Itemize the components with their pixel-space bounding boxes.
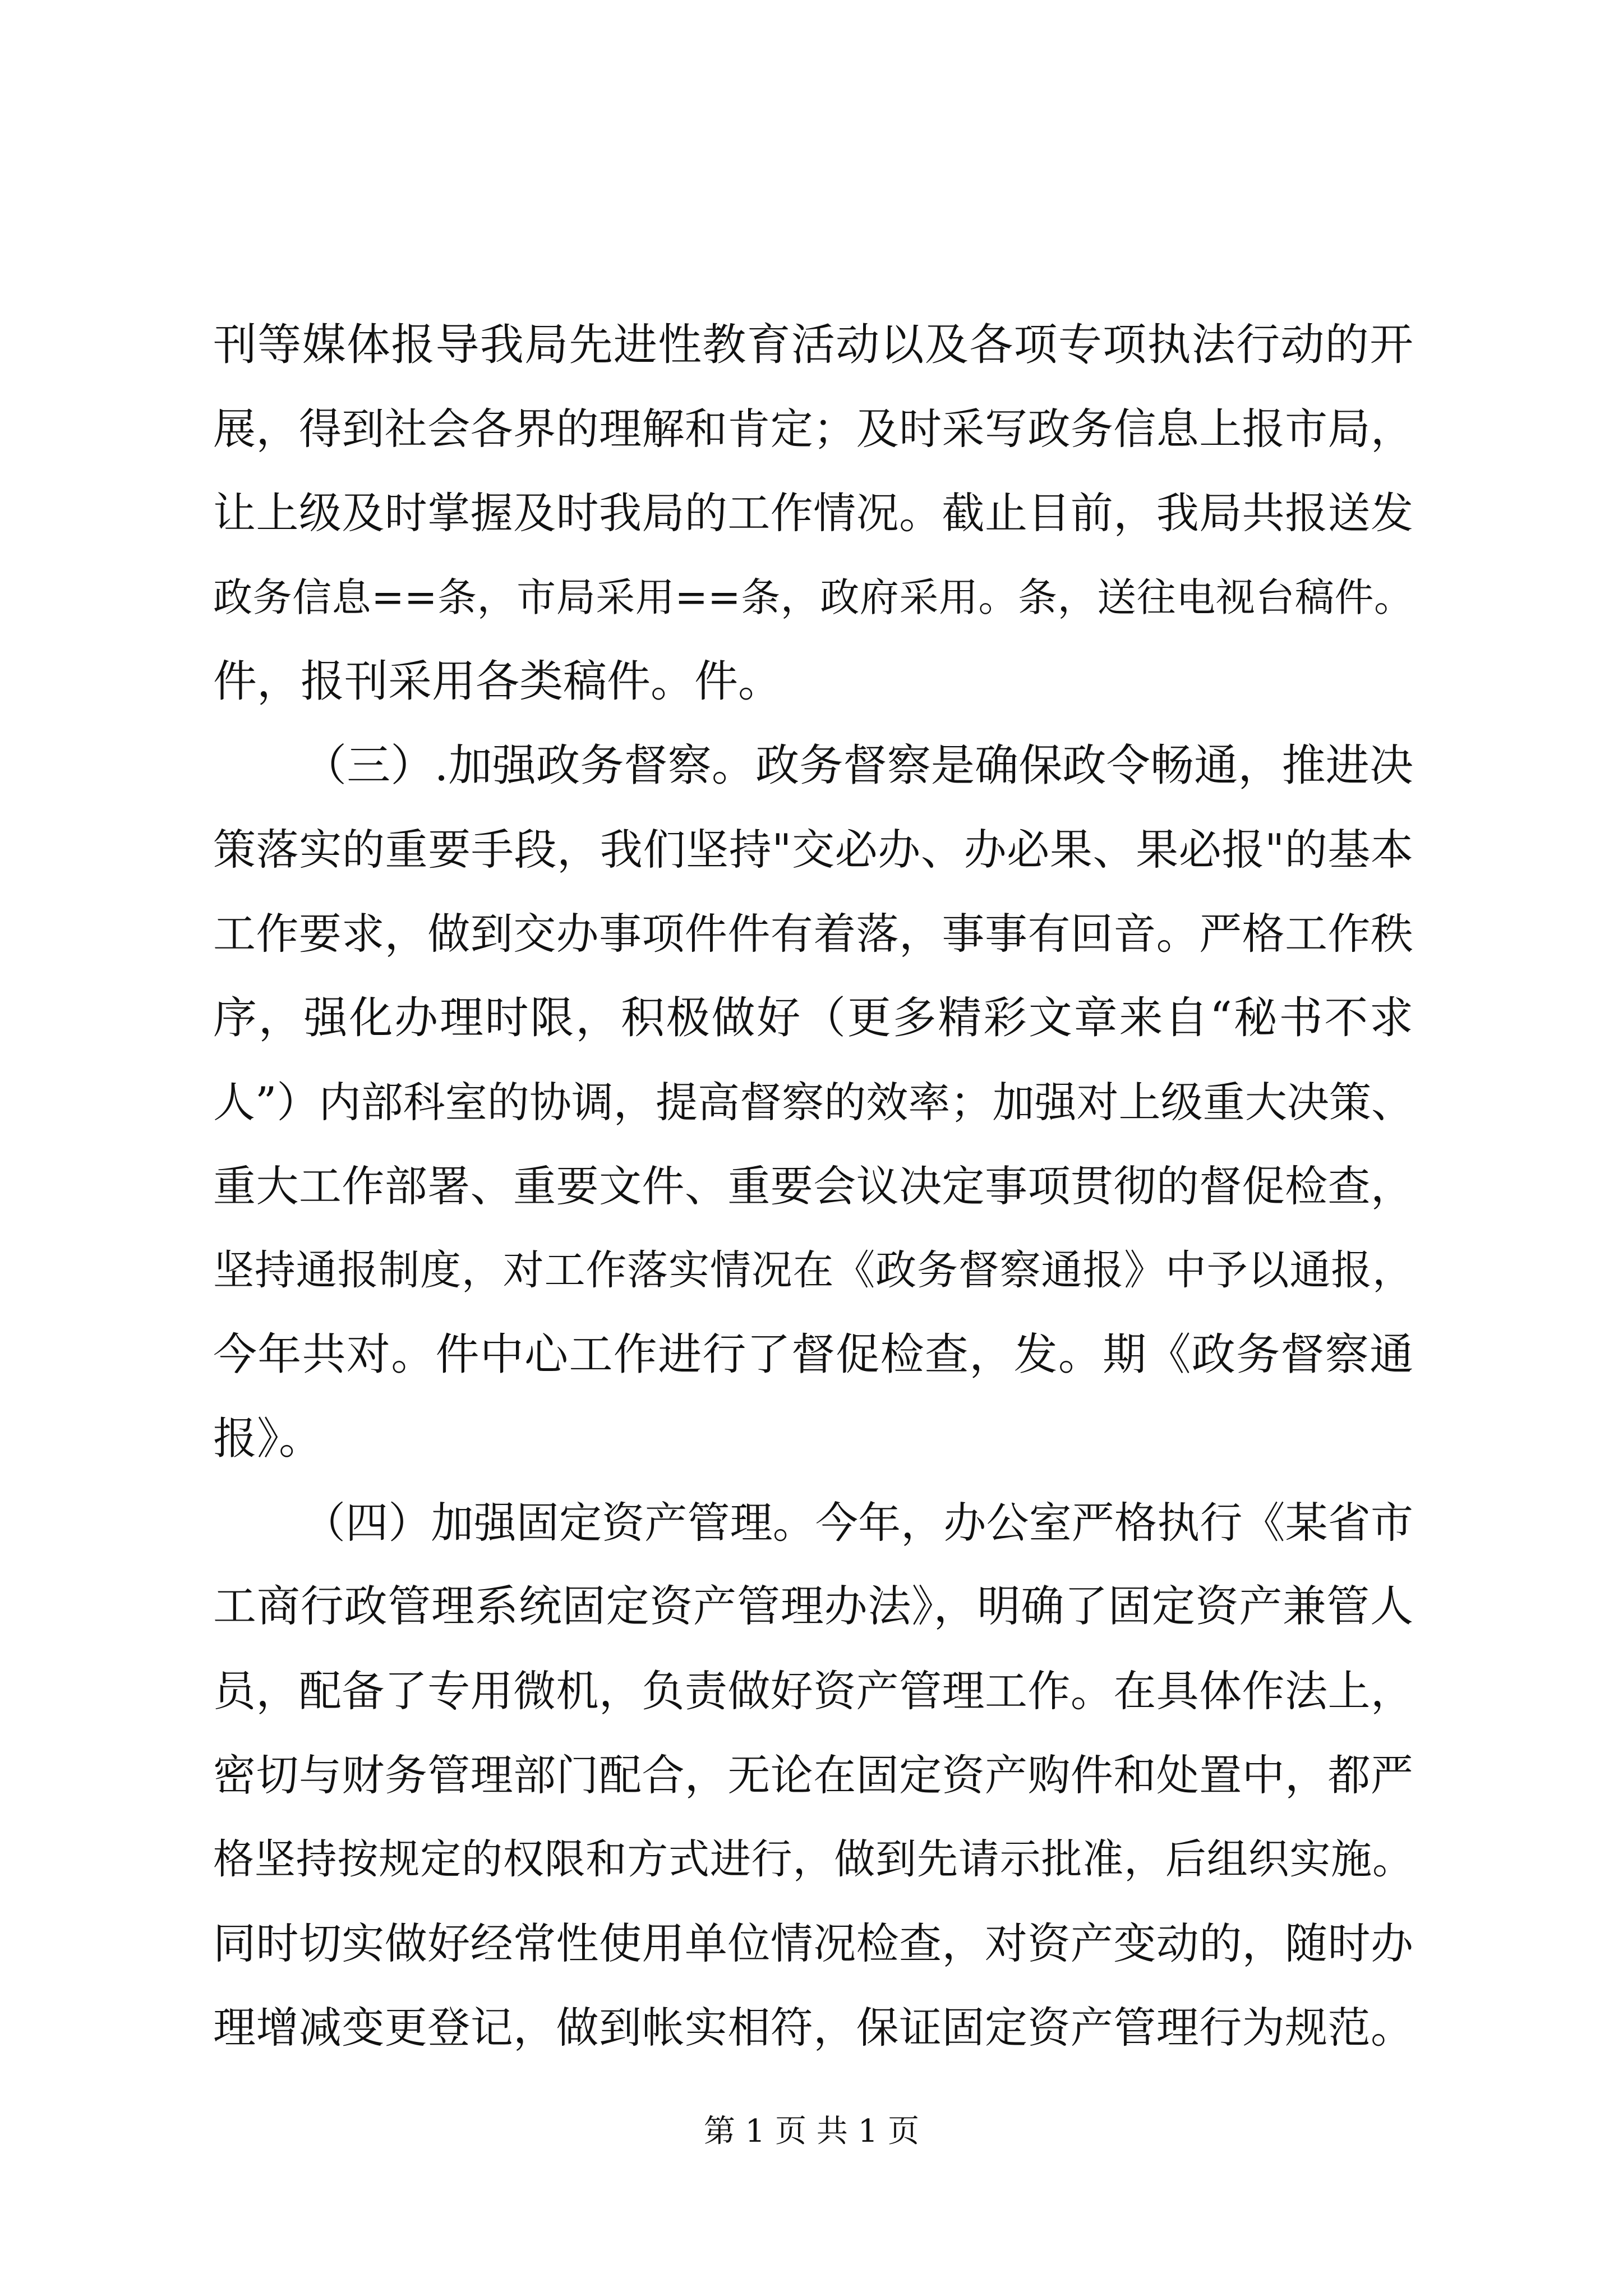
paragraph-line: 今年共对。件中心工作进行了督促检查，发。期《政务督察通 xyxy=(213,1329,1413,1380)
paragraph-line: 政务信息==条，市局采用==条，政府采用。条，送往电视台稿件。 xyxy=(213,574,1413,620)
paragraph-line: 策落实的重要手段，我们坚持"交必办、办必果、果必报"的基本 xyxy=(213,825,1413,875)
paragraph-line: 报》。 xyxy=(213,1414,323,1464)
page-footer: 第 1 页 共 1 页 xyxy=(703,2113,920,2150)
paragraph-line: 理增减变更登记，做到帐实相符，保证固定资产管理行为规范。 xyxy=(213,2003,1413,2053)
paragraph-line: 人”）内部科室的协调，提高督察的效率；加强对上级重大决策、 xyxy=(213,1078,1413,1127)
paragraph-line: 密切与财务管理部门配合，无论在固定资产购件和处置中，都严 xyxy=(213,1750,1413,1800)
paragraph-line: 刊等媒体报导我局先进性教育活动以及各项专项执法行动的开 xyxy=(213,320,1413,370)
paragraph-line: （三）.加强政务督察。政务督察是确保政令畅通，推进决 xyxy=(303,740,1413,791)
paragraph-line: 坚持通报制度，对工作落实情况在《政务督察通报》中予以通报， xyxy=(213,1246,1413,1294)
paragraph-line: 员，配备了专用微机，负责做好资产管理工作。在具体作法上， xyxy=(213,1666,1413,1716)
paragraph-line: 工作要求，做到交办事项件件有着落，事事有回音。严格工作秩 xyxy=(213,909,1413,959)
paragraph-line: 序，强化办理时限，积极做好（更多精彩文章来自“秘书不求 xyxy=(213,993,1413,1043)
paragraph-line: （四）加强固定资产管理。今年，办公室严格执行《某省市 xyxy=(303,1498,1413,1548)
paragraph-line: 件，报刊采用各类稿件。件。 xyxy=(213,656,782,707)
paragraph-line: 同时切实做好经常性使用单位情况检查，对资产变动的，随时办 xyxy=(213,1918,1413,1968)
paragraph-line: 重大工作部署、重要文件、重要会议决定事项贯彻的督促检查， xyxy=(213,1161,1413,1211)
paragraph-line: 展，得到社会各界的理解和肯定；及时采写政务信息上报市局， xyxy=(213,404,1413,454)
paragraph-line: 工商行政管理系统固定资产管理办法》，明确了固定资产兼管人 xyxy=(213,1582,1413,1632)
paragraph-line: 格坚持按规定的权限和方式进行，做到先请示批准，后组织实施。 xyxy=(213,1835,1413,1883)
paragraph-line: 让上级及时掌握及时我局的工作情况。截止目前，我局共报送发 xyxy=(213,488,1413,538)
